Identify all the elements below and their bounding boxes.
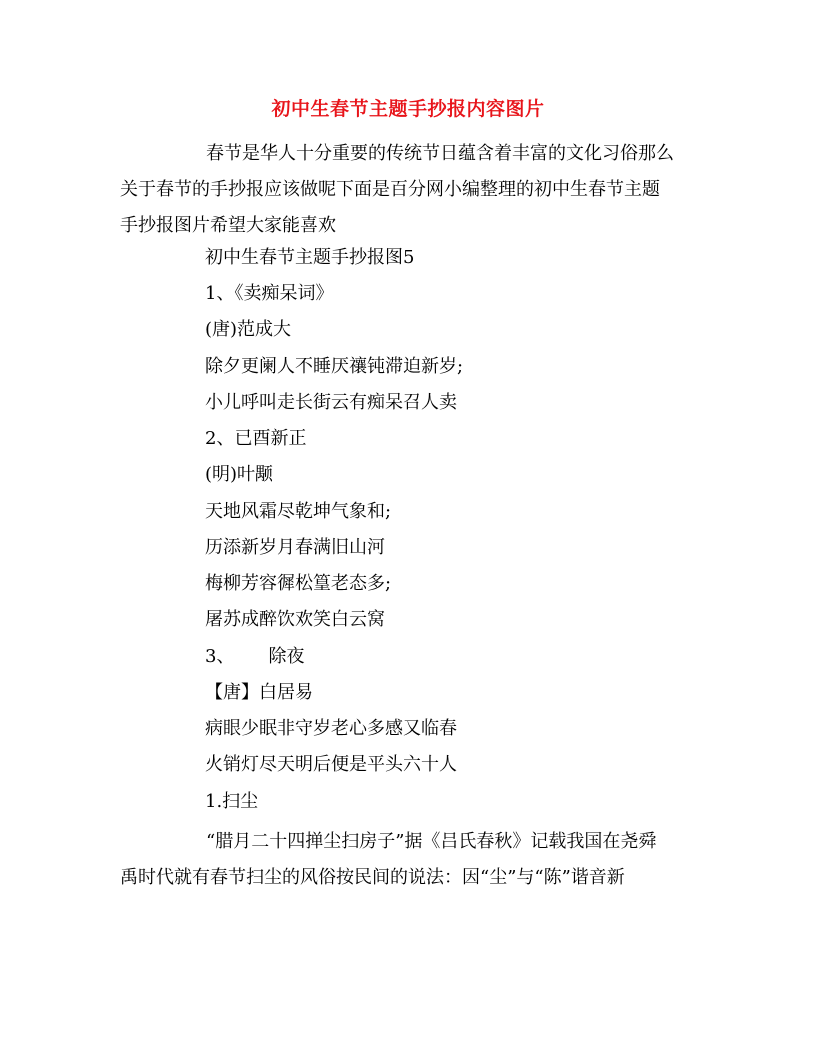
intro-line-3: 手抄报图片希望大家能喜欢 xyxy=(120,215,336,236)
closing-line-2: 禹时代就有春节扫尘的风俗按民间的说法：因“尘”与“陈”谐音新 xyxy=(120,867,625,888)
subheading: 初中生春节主题手抄报图5 xyxy=(205,247,415,268)
poem-1-line-1: 除夕更阑人不睡厌禳钝滞迫新岁; xyxy=(205,356,464,377)
intro-line-2: 关于春节的手抄报应该做呢下面是百分网小编整理的初中生春节主题 xyxy=(120,179,660,200)
page-title: 初中生春节主题手抄报内容图片 xyxy=(271,98,545,120)
poem-1-author: (唐)范成大 xyxy=(205,319,292,340)
intro-line-1: 春节是华人十分重要的传统节日蕴含着丰富的文化习俗那么 xyxy=(206,143,674,164)
poem-3-line-1: 病眼少眠非守岁老心多感又临春 xyxy=(205,718,457,739)
poem-3-author: 【唐】白居易 xyxy=(205,682,313,703)
poem-3-number: 3、 xyxy=(205,646,235,667)
poem-2-line-3: 梅柳芳容徲松篁老态多; xyxy=(205,573,392,594)
poem-1-line-2: 小儿呼叫走长街云有痴呆召人卖 xyxy=(205,392,457,413)
poem-3-title xyxy=(205,645,304,669)
poem-3-name: 除夜 xyxy=(268,646,305,667)
section-heading: 1.扫尘 xyxy=(205,791,259,812)
poem-2-line-1: 天地风霜尽乾坤气象和; xyxy=(205,501,392,522)
poem-2-title: 2、已酉新正 xyxy=(205,428,307,449)
poem-3-line-2: 火销灯尽天明后便是平头六十人 xyxy=(205,754,457,775)
poem-2-line-4: 屠苏成醉饮欢笑白云窝 xyxy=(205,609,385,630)
poem-2-author: (明)叶颙 xyxy=(205,464,274,485)
closing-line-1: “腊月二十四掸尘扫房子”据《吕氏春秋》记载我国在尧舜 xyxy=(206,831,657,852)
poem-2-line-2: 历添新岁月春满旧山河 xyxy=(205,537,385,558)
poem-1-title: 1、《卖痴呆词》 xyxy=(205,283,334,304)
